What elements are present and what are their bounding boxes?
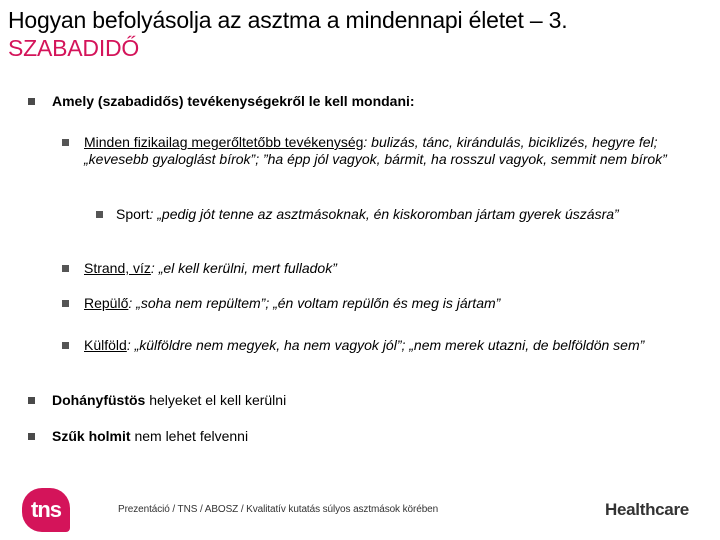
bullet-activities: Amely (szabadidős) tevékenységekről le kell mondani: bbox=[52, 93, 415, 109]
bullet-beach bbox=[84, 260, 684, 277]
bullet-marker bbox=[28, 433, 35, 440]
clothes-label: Szűk holmit bbox=[52, 428, 131, 444]
clothes-text: nem lehet felvenni bbox=[130, 428, 249, 444]
slide-footer bbox=[0, 470, 720, 540]
bullet-marker bbox=[62, 139, 69, 146]
bullet-plane bbox=[84, 295, 684, 312]
plane-text: : „soha nem repültem”; „én voltam repülőn és meg is jártam” bbox=[128, 295, 501, 311]
bullet-marker bbox=[96, 211, 103, 218]
bullet-sport bbox=[116, 206, 676, 223]
footer-footnote: Prezentáció / TNS / ABOSZ / Kvalitatív kutatás súlyos asztmások körében bbox=[118, 504, 439, 515]
title-line-1: Hogyan befolyásolja az asztma a mindennapi életet – 3. bbox=[8, 7, 568, 33]
sport-text: : „pedig jót tenne az asztmásoknak, én kiskoromban jártam gyerek úszásra” bbox=[149, 206, 619, 222]
plane-label: Repülő bbox=[84, 295, 129, 311]
beach-label: Strand, víz bbox=[84, 260, 151, 276]
physical-text: : bulizás, tánc, kirándulás, biciklizés, hegyre fel; „kevesebb gyaloglást bírok”; ”ha épp jól vagyok, bármit, ha rosszul vagyok, semmit nem bírok” bbox=[84, 134, 667, 167]
smoke-text: helyeket el kell kerülni bbox=[145, 392, 287, 408]
title-line-2: SZABADIDŐ bbox=[8, 35, 140, 61]
bullet-abroad bbox=[84, 337, 664, 354]
beach-text: : „el kell kerülni, mert fulladok” bbox=[150, 260, 337, 276]
bullet-smoke bbox=[52, 392, 692, 409]
tns-logo: tns bbox=[22, 488, 70, 532]
bullet-marker bbox=[28, 98, 35, 105]
bullet-marker bbox=[62, 300, 69, 307]
bullet-physical bbox=[84, 134, 684, 168]
abroad-label: Külföld bbox=[84, 337, 127, 353]
smoke-label: Dohányfüstös bbox=[52, 392, 146, 408]
bullet-clothes bbox=[52, 428, 692, 445]
bullet-marker bbox=[28, 397, 35, 404]
physical-label: Minden fizikailag megerőltetőbb tevékenység bbox=[84, 134, 364, 150]
sport-label: Sport bbox=[116, 206, 150, 222]
bullet-marker bbox=[62, 265, 69, 272]
bullet-marker bbox=[62, 342, 69, 349]
abroad-text: : „külföldre nem megyek, ha nem vagyok jól”; „nem merek utazni, de belföldön sem” bbox=[126, 337, 645, 353]
healthcare-brand: Healthcare bbox=[605, 500, 689, 519]
